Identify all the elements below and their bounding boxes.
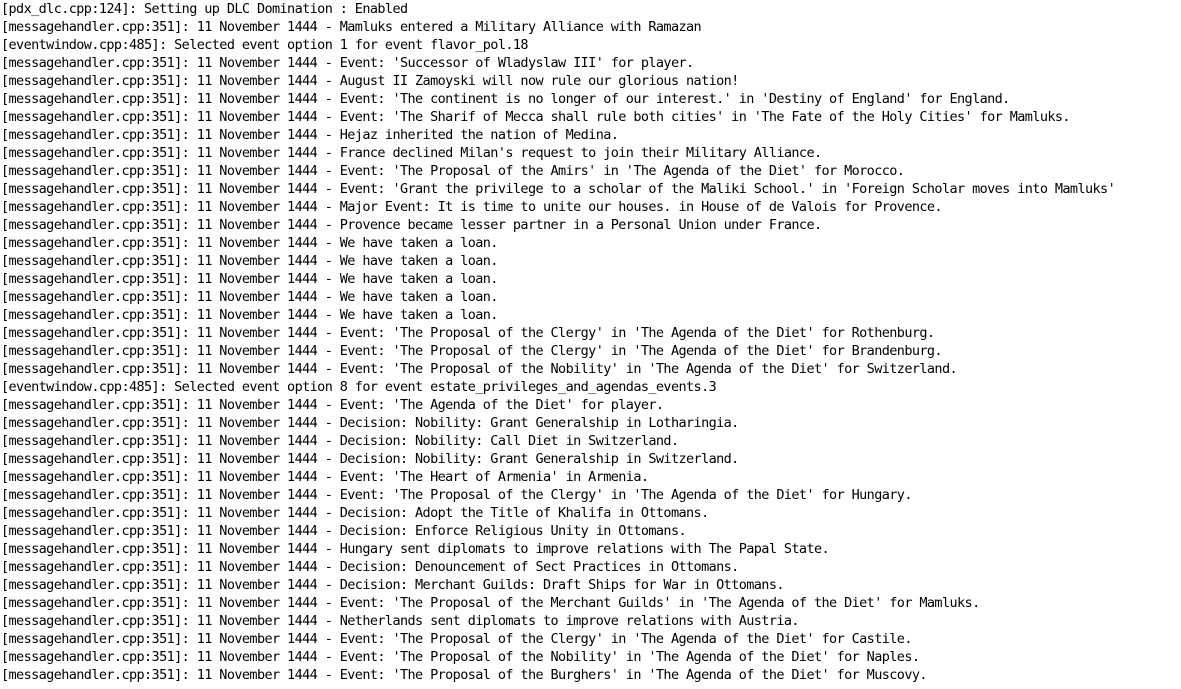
log-line: [messagehandler.cpp:351]: 11 November 1444 - Hejaz inherited the nation of Medina. bbox=[1, 127, 619, 143]
log-line: [eventwindow.cpp:485]: Selected event option 8 for event estate_privileges_and_agendas_events.3 bbox=[1, 379, 717, 395]
log-line: [messagehandler.cpp:351]: 11 November 1444 - Decision: Nobility: Grant Generalship in Switzerland. bbox=[1, 451, 739, 467]
log-line: [messagehandler.cpp:351]: 11 November 1444 - France declined Milan's request to join their Military Alliance. bbox=[1, 145, 822, 161]
log-line: [messagehandler.cpp:351]: 11 November 1444 - We have taken a loan. bbox=[1, 235, 498, 251]
log-line: [messagehandler.cpp:351]: 11 November 1444 - Decision: Nobility: Call Diet in Switzerland. bbox=[1, 433, 679, 449]
log-line: [messagehandler.cpp:351]: 11 November 1444 - Event: 'The Sharif of Mecca shall rule both cities' in 'The Fate of the Holy Cities' for Mamluks. bbox=[1, 109, 1070, 125]
log-line: [messagehandler.cpp:351]: 11 November 1444 - Event: 'The Proposal of the Amirs' in 'The Agenda of the Diet' for Morocco. bbox=[1, 163, 905, 179]
log-line: [messagehandler.cpp:351]: 11 November 1444 - We have taken a loan. bbox=[1, 271, 498, 287]
log-line: [messagehandler.cpp:351]: 11 November 1444 - Decision: Merchant Guilds: Draft Ships for War in Ottomans. bbox=[1, 577, 784, 593]
log-line: [messagehandler.cpp:351]: 11 November 1444 - Decision: Adopt the Title of Khalifa in Ottomans. bbox=[1, 505, 709, 521]
log-line: [messagehandler.cpp:351]: 11 November 1444 - Event: 'The Proposal of the Clergy' in 'The Agenda of the Diet' for Rothenburg. bbox=[1, 325, 935, 341]
log-line: [messagehandler.cpp:351]: 11 November 1444 - Event: 'The continent is no longer of our interest.' in 'Destiny of England' for England. bbox=[1, 91, 1010, 107]
log-line: [eventwindow.cpp:485]: Selected event option 1 for event flavor_pol.18 bbox=[1, 37, 528, 53]
log-line: [messagehandler.cpp:351]: 11 November 1444 - Event: 'The Proposal of the Clergy' in 'The Agenda of the Diet' for Brandenburg. bbox=[1, 343, 942, 359]
log-line: [messagehandler.cpp:351]: 11 November 1444 - Event: 'The Proposal of the Burghers' in 'The Agenda of the Diet' for Muscovy. bbox=[1, 667, 927, 683]
log-line: [messagehandler.cpp:351]: 11 November 1444 - Event: 'The Proposal of the Nobility' in 'The Agenda of the Diet' for Switzerland. bbox=[1, 361, 958, 377]
log-line: [messagehandler.cpp:351]: 11 November 1444 - Hungary sent diplomats to improve relations with The Papal State. bbox=[1, 541, 830, 557]
log-line: [messagehandler.cpp:351]: 11 November 1444 - Provence became lesser partner in a Personal Union under France. bbox=[1, 217, 822, 233]
log-line: [messagehandler.cpp:351]: 11 November 1444 - Decision: Enforce Religious Unity in Ottomans. bbox=[1, 523, 687, 539]
log-line: [messagehandler.cpp:351]: 11 November 1444 - Event: 'Successor of Wladyslaw III' for player. bbox=[1, 55, 694, 71]
log-line: [pdx_dlc.cpp:124]: Setting up DLC Domination : Enabled bbox=[1, 1, 408, 17]
log-line: [messagehandler.cpp:351]: 11 November 1444 - Event: 'Grant the privilege to a scholar of the Maliki School.' in 'Foreign Scholar moves into Mamluks' bbox=[1, 181, 1116, 197]
log-line: [messagehandler.cpp:351]: 11 November 1444 - We have taken a loan. bbox=[1, 307, 498, 323]
log-line: [messagehandler.cpp:351]: 11 November 1444 - August II Zamoyski will now rule our glorious nation! bbox=[1, 73, 739, 89]
log-line: [messagehandler.cpp:351]: 11 November 1444 - Mamluks entered a Military Alliance with Ramazan bbox=[1, 19, 702, 35]
log-line: [messagehandler.cpp:351]: 11 November 1444 - Decision: Denouncement of Sect Practices in Ottomans. bbox=[1, 559, 739, 575]
log-line: [messagehandler.cpp:351]: 11 November 1444 - We have taken a loan. bbox=[1, 253, 498, 269]
log-line: [messagehandler.cpp:351]: 11 November 1444 - Event: 'The Agenda of the Diet' for player. bbox=[1, 397, 664, 413]
log-line: [messagehandler.cpp:351]: 11 November 1444 - Event: 'The Heart of Armenia' in Armenia. bbox=[1, 469, 649, 485]
log-line: [messagehandler.cpp:351]: 11 November 1444 - Netherlands sent diplomats to improve relations with Austria. bbox=[1, 613, 799, 629]
log-line: [messagehandler.cpp:351]: 11 November 1444 - Event: 'The Proposal of the Merchant Guilds' in 'The Agenda of the Diet' for Mamluks. bbox=[1, 595, 980, 611]
log-line: [messagehandler.cpp:351]: 11 November 1444 - We have taken a loan. bbox=[1, 289, 498, 305]
log-line: [messagehandler.cpp:351]: 11 November 1444 - Decision: Nobility: Grant Generalship in Lotharingia. bbox=[1, 415, 739, 431]
log-line: [messagehandler.cpp:351]: 11 November 1444 - Event: 'The Proposal of the Clergy' in 'The Agenda of the Diet' for Hungary. bbox=[1, 487, 912, 503]
log-line: [messagehandler.cpp:351]: 11 November 1444 - Event: 'The Proposal of the Clergy' in 'The Agenda of the Diet' for Castile. bbox=[1, 631, 912, 647]
log-line: [messagehandler.cpp:351]: 11 November 1444 - Event: 'The Proposal of the Nobility' in 'The Agenda of the Diet' for Naples. bbox=[1, 649, 920, 665]
log-line: [messagehandler.cpp:351]: 11 November 1444 - Major Event: It is time to unite our houses. in House of de Valois for Provence. bbox=[1, 199, 942, 215]
